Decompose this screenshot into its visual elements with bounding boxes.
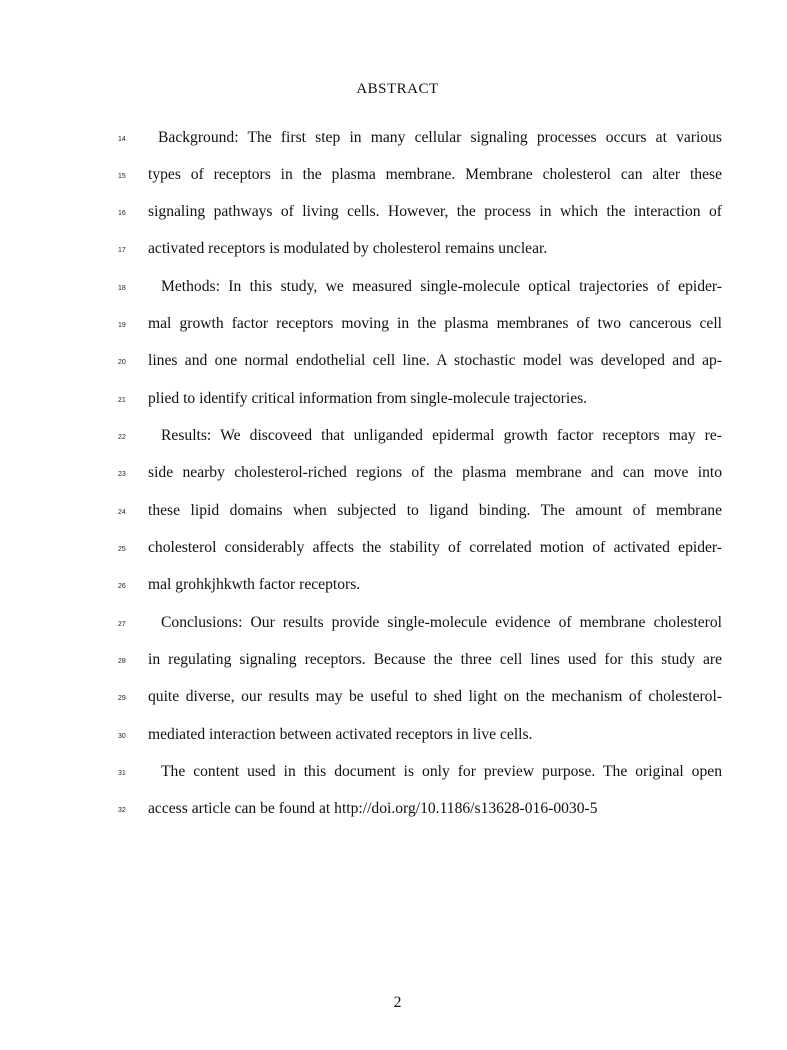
- line-number: 15: [118, 173, 126, 180]
- text-line: cholesterol considerably affects the stability of correlated motion of activated epider-: [148, 539, 722, 556]
- text-line: Results: We discoveed that unliganded epidermal growth factor receptors may re-: [161, 427, 722, 444]
- text-line: types of receptors in the plasma membrane. Membrane cholesterol can alter these: [148, 166, 722, 183]
- text-line: Methods: In this study, we measured single-molecule optical trajectories of epider-: [161, 278, 722, 295]
- line-number: 20: [118, 359, 126, 366]
- line-number: 29: [118, 695, 126, 702]
- text-line: quite diverse, our results may be useful to shed light on the mechanism of cholesterol-: [148, 688, 722, 705]
- line-number: 31: [118, 770, 126, 777]
- text-line: plied to identify critical information from single-molecule trajectories.: [148, 390, 588, 407]
- line-number: 25: [118, 546, 126, 553]
- line-number: 21: [118, 397, 126, 404]
- line-number: 27: [118, 621, 126, 628]
- text-line: mal grohkjhkwth factor receptors.: [148, 576, 361, 593]
- line-number: 16: [118, 210, 126, 217]
- text-line: signaling pathways of living cells. However, the process in which the interaction of: [148, 203, 722, 220]
- line-number: 28: [118, 658, 126, 665]
- text-line: these lipid domains when subjected to ligand binding. The amount of membrane: [148, 502, 722, 519]
- abstract-heading: ABSTRACT: [356, 81, 439, 97]
- text-line: The content used in this document is only for preview purpose. The original open: [161, 763, 722, 780]
- page-number: 2: [393, 994, 402, 1011]
- line-number: 23: [118, 471, 126, 478]
- text-line: Conclusions: Our results provide single-molecule evidence of membrane cholesterol: [161, 614, 722, 631]
- line-number: 32: [118, 807, 126, 814]
- text-line: in regulating signaling receptors. Because the three cell lines used for this study are: [148, 651, 722, 668]
- line-number: 24: [118, 509, 126, 516]
- text-line: lines and one normal endothelial cell line. A stochastic model was developed and ap-: [148, 352, 722, 369]
- text-line: activated receptors is modulated by cholesterol remains unclear.: [148, 240, 548, 257]
- line-number: 17: [118, 247, 126, 254]
- text-line: side nearby cholesterol-riched regions of the plasma membrane and can move into: [148, 464, 722, 481]
- line-number: 30: [118, 733, 126, 740]
- text-line: mal growth factor receptors moving in the plasma membranes of two cancerous cell: [148, 315, 722, 332]
- text-line: Background: The first step in many cellular signaling processes occurs at various: [158, 129, 722, 146]
- line-number: 14: [118, 136, 126, 143]
- text-line: access article can be found at http://doi.org/10.1186/s13628-016-0030-5: [148, 800, 598, 817]
- line-number: 18: [118, 285, 126, 292]
- line-number: 26: [118, 583, 126, 590]
- text-line: mediated interaction between activated receptors in live cells.: [148, 726, 533, 743]
- line-number: 19: [118, 322, 126, 329]
- line-number: 22: [118, 434, 126, 441]
